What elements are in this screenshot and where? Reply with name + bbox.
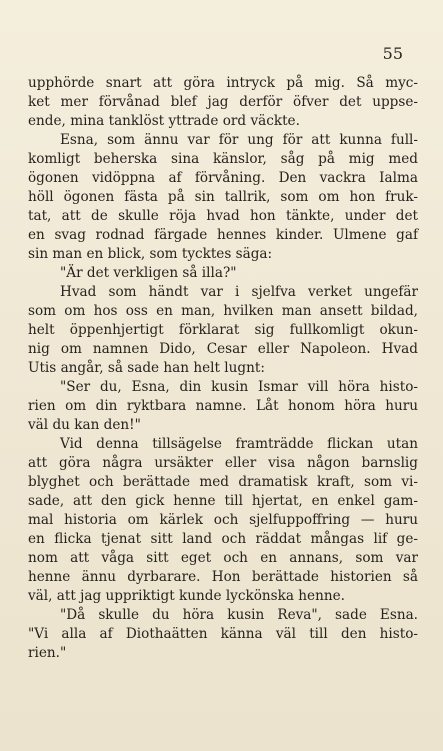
text-line: som om hos oss en man, hvilken man ansett bildad,	[28, 303, 418, 319]
text-line: tat, att de skulle röja hvad hon tänkte, under det	[28, 208, 418, 224]
text-line: Esna, som ännu var för ung för att kunna full-	[60, 132, 418, 148]
text-line: rien om din ryktbara namne. Låt honom höra huru	[28, 398, 418, 414]
text-line: ende, mina tanklöst yttrade ord väckte.	[28, 113, 300, 129]
text-line: henne ännu dyrbarare. Hon berättade historien så	[28, 569, 418, 585]
text-line: höll ögonen fästa på sin tallrik, som om hon fruk-	[28, 189, 418, 205]
page-number: 55	[382, 44, 403, 63]
text-line: blyghet och berättade med dramatisk kraft, som vi-	[28, 474, 418, 490]
text-line: upphörde snart att göra intryck på mig. Så myc-	[28, 75, 418, 91]
text-line: rien."	[28, 645, 67, 661]
text-line: Utis angår, så sade han helt lugnt:	[28, 360, 265, 376]
text-line: Vid denna tillsägelse framträdde flickan utan	[60, 436, 418, 452]
text-line: ket mer förvånad blef jag derför öfver det uppse-	[28, 94, 418, 110]
body-text	[28, 74, 418, 663]
text-line: nig om namnen Dido, Cesar eller Napoleon. Hvad	[28, 341, 418, 357]
text-line: mal historia om kärlek och sjelfuppoffring — huru	[28, 512, 418, 528]
text-line: en flicka tjenat sitt land och räddat mångas lif ge-	[28, 531, 418, 547]
text-line: att göra några ursäkter eller visa någon barnslig	[28, 455, 418, 471]
text-line: ögonen vidöppna af förvåning. Den vackra Ialma	[28, 170, 418, 186]
text-line: komligt beherska sina känslor, såg på mig med	[28, 151, 418, 167]
text-line: "Ser du, Esna, din kusin Ismar vill höra histo-	[60, 379, 418, 395]
text-line: väl du kan den!"	[28, 417, 141, 433]
text-line: "Då skulle du höra kusin Reva", sade Esna.	[60, 607, 418, 623]
text-line: "Vi alla af Diothaätten känna väl till den histo-	[28, 626, 418, 642]
text-line: en svag rodnad färgade hennes kinder. Ulmene gaf	[28, 227, 418, 243]
text-line: helt öppenhjertigt förklarat sig fullkomligt okun-	[28, 322, 418, 338]
text-line: nom att våga sitt eget och en annans, som var	[28, 550, 418, 566]
text-line: sade, att den gick henne till hjertat, en enkel gam-	[28, 493, 418, 509]
text-line: "Är det verkligen så illa?"	[60, 265, 237, 281]
text-line: Hvad som händt var i sjelfva verket ungefär	[60, 284, 418, 300]
text-line: sin man en blick, som tycktes säga:	[28, 246, 273, 262]
text-line: väl, att jag uppriktigt kunde lyckönska henne.	[28, 588, 345, 604]
